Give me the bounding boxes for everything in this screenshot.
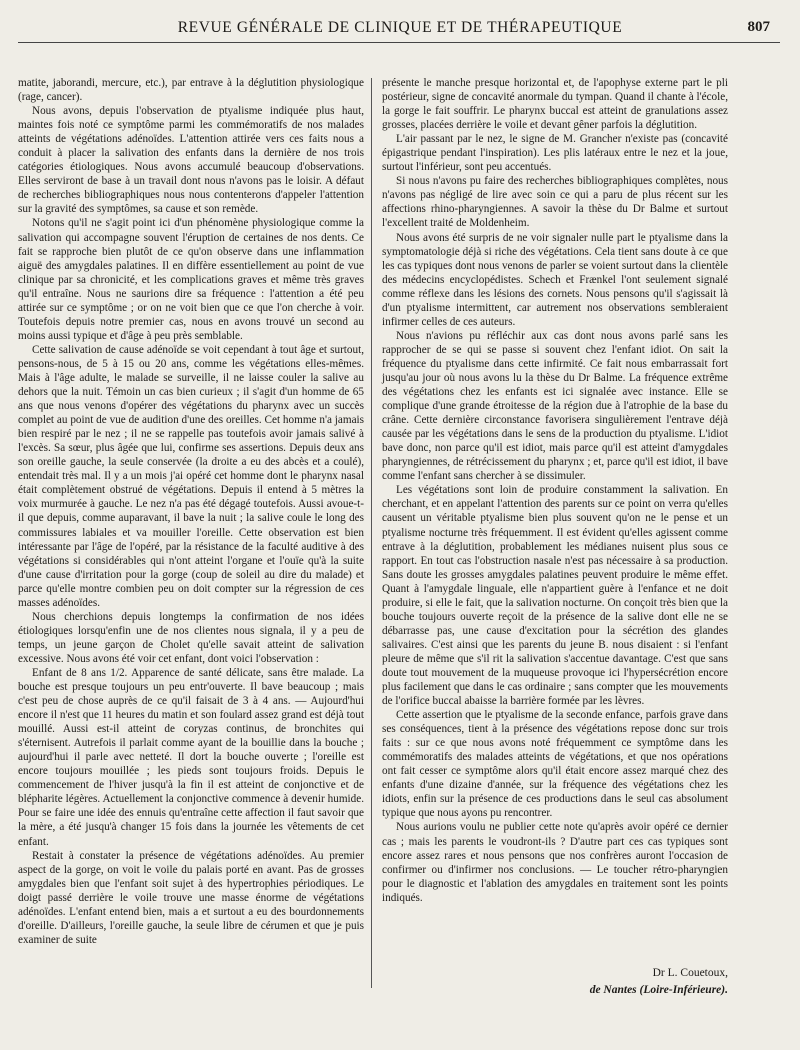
paragraph: Enfant de 8 ans 1/2. Apparence de santé délicate, sans être malade. La bouche est presque toujours un peu entr'ouverte. Il bave beaucoup ; mais c'est peu de chose auprès de ce qu'il faisait de 3 à 4 ans. — Aujourd'hui encore il n'est que 11 heures du matin et son foulard assez grand est déjà tout mouillé. Aussi est-il atteint de coryzas continus, de bronchites qui s'éternisent. Autrefois il parlait comme ayant de la bouillie dans la bouche ; aujourd'hui il parle avec netteté. Il dort la bouche ouverte ; l'oreille est encore toujours mouillée ; les pieds sont toujours froids. Depuis le commencement de l'hiver jusqu'à la fin il est atteint de conjonctive et de blépharite légères. Actuellement la conjonctive commence à devenir humide. Pour se faire une idée des ennuis qu'entraîne cette affection il faut savoir que la mère, a été jusqu'à changer 15 fois dans la journée les vêtements de cet enfant. bbox=[18, 666, 364, 848]
paragraph: matite, jaborandi, mercure, etc.), par entrave à la déglutition physiologique (rage, cancer). bbox=[18, 77, 364, 104]
paragraph: Cette salivation de cause adénoïde se voit cependant à tout âge et surtout, pensons-nous, de 5 à 15 ou 20 ans, comme les végétations elles-mêmes. Mais à l'âge adulte, le malade se surveille, il ne laisse couler la salive au dehors que la nuit. Témoin un cas bien curieux ; il s'agit d'un homme de 65 ans que nous venons d'opérer des végétations du pharynx avec un succès complet au point de vue de audition d'une des oreilles. Cet homme n'a jamais bien respiré par le nez ; il ne se rappelle pas toutefois avoir jamais salivé à l'excès. Sa sœur, plus âgée que lui, confirme ses assertions. Depuis deux ans son oreille gauche, la seule conservée (la droite a eu des abcès et a coulé), entendait très mal. Il y a un mois j'ai opéré cet homme dont le pharynx nasal était complètement obstrué de végétations. Depuis il entend à 5 mètres la voix murmurée à gauche. Le nez n'a pas été dégagé toutefois. Aussi avoue-t-il que depuis, comme auparavant, il bave la nuit ; la salive coule le long des commissures labiales et va mouiller l'oreille. Cette observation est bien intéressante par l'âge de l'opéré, par la résistance de la faculté auditive à des végétations si considérables qui n'ont atteint l'organe et l'ouïe qu'à la suite d'une cause d'irritation pour la gorge (coup de soleil au dire du malade) et parce qu'elle montre combien peu on doit compter sur la régression de ces masses adénoïdes. bbox=[18, 343, 364, 609]
author-name: Dr L. Couetoux, bbox=[652, 967, 728, 979]
running-title: REVUE GÉNÉRALE DE CLINIQUE ET DE THÉRAPEUTIQUE bbox=[177, 19, 623, 36]
left-column bbox=[18, 76, 364, 947]
paragraph: Nous avons, depuis l'observation de ptyalisme indiquée plus haut, maintes fois noté ce symptôme parmi les commémoratifs de nos malades atteints de végétations adénoïdes. L'attention attirée vers ces faits nous a conduit à placer la salivation des enfants dans la dernière de nos trois catégories étiologiques. Nous avons accumulé beaucoup d'observations. Elles serviront de base à un travail dont nous n'avons pas le loisir. A défaut de recherches bibliographiques nous nous contenterons d'appeler l'attention sur la gravité des symptômes, sa cause et son remède. bbox=[18, 105, 364, 216]
paragraph: Si nous n'avons pu faire des recherches bibliographiques complètes, nous n'avons pas négligé de lire avec soin ce qui a paru de plus récent sur les affections rhino-pharyngiennes. A savoir la thèse du Dr Balme et surtout l'excellent traité de Moldenheim. bbox=[382, 175, 728, 230]
page-header bbox=[0, 14, 800, 44]
paragraph: L'air passant par le nez, le signe de M. Grancher n'existe pas (concavité épigastrique pendant l'inspiration). Les plis latéraux entre le nez et la joue, surtout l'inférieur, sont peu accentués. bbox=[382, 133, 728, 174]
paragraph: présente le manche presque horizontal et, de l'apophyse externe part le pli postérieur, signe de concavité anormale du tympan. Quand il chante à l'école, la gorge le fait souffrir. Le pharynx buccal est atteint de granulations assez grosses, placées derrière le voile et devant gêner parfois la déglutition. bbox=[382, 77, 728, 132]
column-divider bbox=[371, 78, 372, 988]
paragraph: Notons qu'il ne s'agit point ici d'un phénomène physiologique comme la salivation qui accompagne souvent l'éruption de certaines de nos dents. Ce fait se rapproche bien plutôt de ce qu'on observe dans une inflammation aiguë des amygdales palatines. Il en diffère essentiellement au point de vue clinique par sa chronicité, et les complications graves et même très graves qu'il entraîne. Nous ne saurions dire sa fréquence : l'attention a été peu attirée sur ce symptôme ; or on ne voit bien que ce que l'on cherche à voir. Toutefois depuis notre premier cas, nous en avons trouvé un second au moins aussi typique et d'âge à peu près semblable. bbox=[18, 217, 364, 342]
right-column bbox=[382, 76, 728, 905]
paragraph: Nous cherchions depuis longtemps la confirmation de nos idées étiologiques lorsqu'enfin une de nos clientes nous signala, il y a peu de temps, un jeune garçon de Cholet qu'elle savait atteint de salivation excessive. Nous avons été voir cet enfant, dont voici l'observation : bbox=[18, 610, 364, 665]
page-number: 807 bbox=[747, 19, 770, 35]
header-rule bbox=[18, 42, 780, 43]
paragraph: Nous avons été surpris de ne voir signaler nulle part le ptyalisme dans la symptomatologie déjà si riche des végétations. Cela tient sans doute à ce que les cas typiques dont nous venons de parler se voient surtout dans la clientèle des médecins encyclopédistes. Schech et Frænkel l'ont seulement signalé comme réflexe dans les lésions des cornets. Nous pensons qu'il s'agissait là d'un ptyalisme intermittent, car autrement nos observations sembleraient infirmer celles de ces auteurs. bbox=[382, 231, 728, 328]
paragraph: Les végétations sont loin de produire constamment la salivation. En cherchant, et en appelant l'attention des parents sur ce point on verra qu'elles causent un véritable ptyalisme bien plus souvent qu'on ne le pense et un ptyalisme nocturne très fréquemment. Il est évident qu'elles agissent comme entrave à la déglutition, probablement les médianes nuisent plus sous ce rapport. En tout cas l'obstruction nasale n'est pas nécessaire à sa production. Sans doute les grosses amygdales palatines peuvent produire le même effet. Quant à l'amygdale linguale, elle n'appartient guère à l'enfance et ne doit produire, si elle le fait, que la salivation nocturne. On conçoit très bien que la bouche toujours ouverte reçoit de la présence de la salive dont elle ne se débarrasse pas, une cause d'excitation pour la sécrétion des glandes salivaires. C'est ainsi que les parents du jeune B. nous disaient : si l'enfant pleure de même que s'il rit la salivation s'accentue davantage. C'est que sans doute tout mouvement de la muqueuse provoque ici l'hypersécrétion encore plus facilement que dans le cas ordinaire ; sans compter que les mouvements de l'orifice buccal abaisse la barrière formée par les lèvres. bbox=[382, 484, 728, 708]
author-place: de Nantes (Loire-Inférieure). bbox=[589, 984, 728, 996]
paragraph: Cette assertion que le ptyalisme de la seconde enfance, parfois grave dans ses conséquences, tient à la présence des végétations repose donc sur trois faits : sur ce que nous avons noté fréquemment ce symptôme dans les commémoratifs des malades atteints de végétations, et que nos opérations ont fait cesser ce symptôme alors qu'il était encore assez marqué chez des enfants d'une dizaine d'année, sur la fréquence des végétations chez les idiots, enfin sur la présence de ces productions dans le seul cas absolument typique que nous ayons pu rencontrer. bbox=[382, 709, 728, 820]
paragraph: Nous aurions voulu ne publier cette note qu'après avoir opéré ce dernier cas ; mais les parents le voudront-ils ? D'autre part ces cas typiques sont encore assez rares et nous pensons que nos confrères auront l'occasion de confirmer ou d'infirmer nos conclusions. — Le toucher rétro-pharyngien pour le diagnostic et l'ablation des amygdales en traitement sont les points indiqués. bbox=[382, 821, 728, 904]
paragraph: Restait à constater la présence de végétations adénoïdes. Au premier aspect de la gorge, on voit le voile du palais porté en avant. Pas de grosses amygdales bien que l'enfant soit sujet à des hypertrophies périodiques. Le doigt passé derrière le voile trouve une masse énorme de végétations adénoïdes. L'enfant entend bien, mais a et surtout a eu des bourdonnements d'oreille. D'ailleurs, l'oreille gauche, la seule libre de cérumen et que je puis examiner de suite bbox=[18, 849, 364, 946]
paragraph: Nous n'avions pu réfléchir aux cas dont nous avons parlé sans les rapprocher de se qui se passe si souvent chez l'enfant idiot. On sait la fréquence du ptyalisme dans cette infirmité. Ce fait nous embarrassait fort jusqu'au jour où nous avons lu la thèse du Dr Balme. La fréquence extrême des végétations chez les enfants est ici signalée avec instance. Elle se complique d'une grande étroitesse de la région due à l'atrophie de la base du crâne. Cette dernière circonstance favorisera singulièrement l'entrave déjà causée par les végétations dans le sens de la production du ptyalisme. L'idiot bave donc, non parce qu'il est idiot, mais parce qu'il est atteint d'amygdales pharyngiennes, de rétrécissement du pharynx ; et, parce qu'il est idiot, il bave comme l'enfant sans chercher à se dissimuler. bbox=[382, 329, 728, 483]
